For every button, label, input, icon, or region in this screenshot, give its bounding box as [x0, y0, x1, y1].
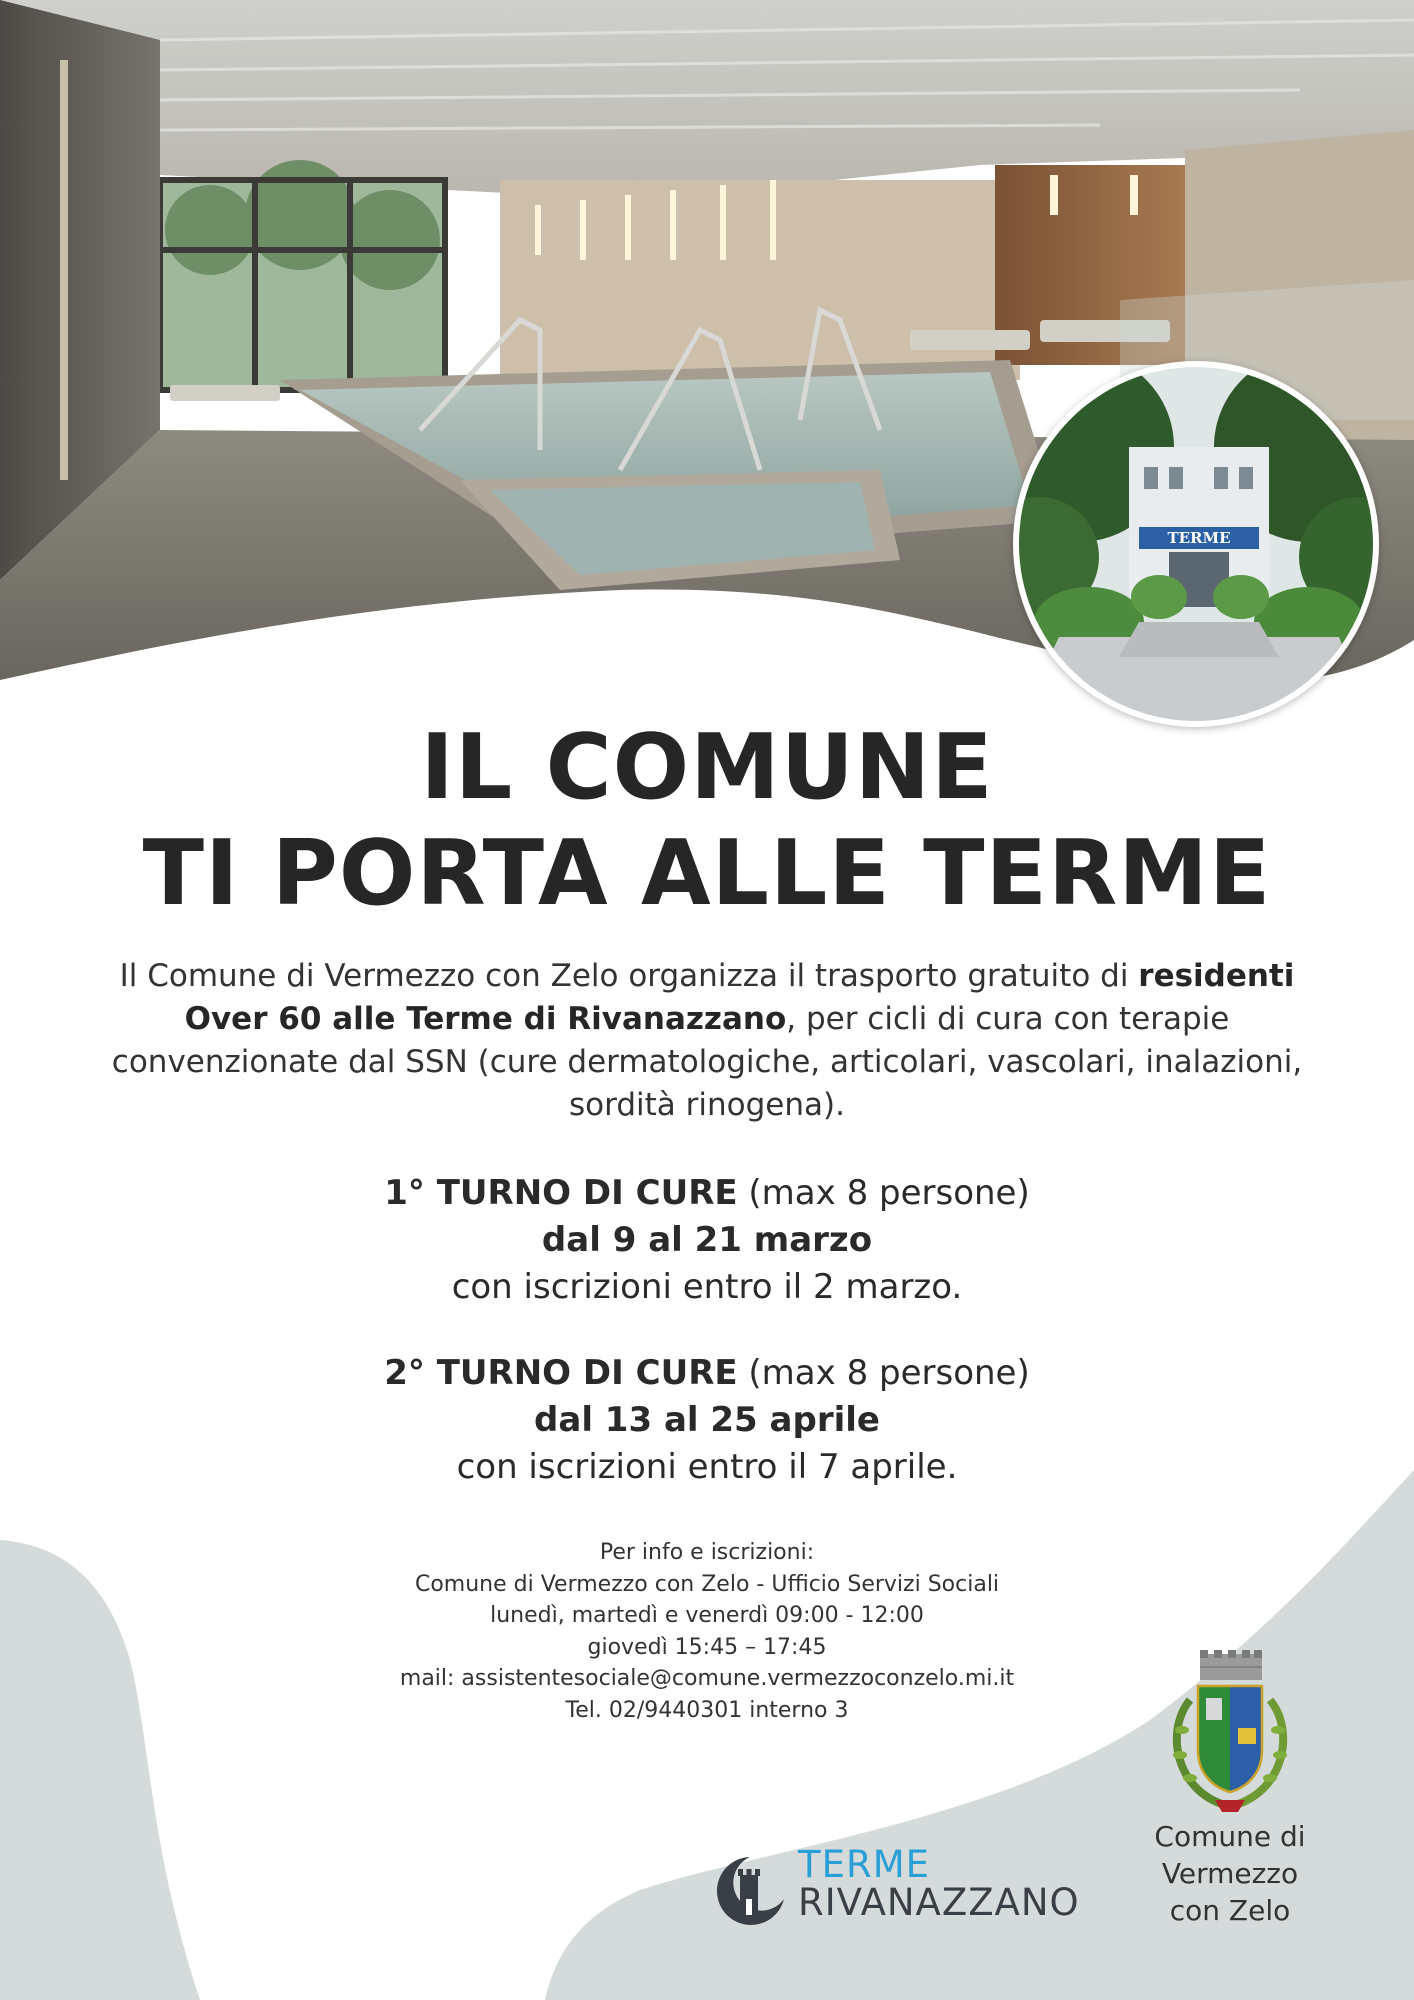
comune-name-line-3: con Zelo — [1169, 1894, 1291, 1927]
terme-building-photo — [1013, 361, 1379, 727]
info-heading: Per info e iscrizioni: — [599, 1540, 815, 1565]
info-hours-1: lunedì, martedì e venerdì 09:00 - 12:00 — [490, 1603, 924, 1628]
info-office: Comune di Vermezzo con Zelo - Ufficio Servizi Sociali — [414, 1571, 1000, 1597]
info-mail[interactable]: mail: assistentesociale@comune.vermezzoconzelo.mi.it — [399, 1666, 1015, 1691]
intro-bold-text: residenti Over 60 alle Terme di Rivanazzano — [184, 958, 1295, 1037]
info-tel[interactable]: Tel. 02/9440301 interno 3 — [565, 1697, 849, 1723]
terme-sign: TERME — [1167, 529, 1231, 547]
logo-text-terme: TERME — [798, 1843, 930, 1886]
terme-rivanazzano-logo — [710, 1845, 1090, 1925]
turno-block-2 — [0, 1350, 1414, 1491]
info-hours-2: giovedì 15:45 – 17:45 — [587, 1634, 827, 1660]
comune-name — [1110, 1818, 1350, 1929]
turno-dates: dal 13 al 25 aprile — [534, 1400, 880, 1440]
comune-name-line-2: Vermezzo — [1161, 1857, 1299, 1890]
comune-crest-icon — [1160, 1650, 1300, 1820]
logo-text-rivanazzano: RIVANAZZANO — [798, 1881, 1080, 1924]
turno-deadline: con iscrizioni entro il 2 marzo. — [451, 1267, 963, 1307]
turno-capacity: (max 8 persone) — [737, 1173, 1030, 1213]
title-line-1: IL COMUNE — [420, 715, 994, 820]
intro-paragraph — [80, 955, 1334, 1127]
turno-capacity: (max 8 persone) — [737, 1353, 1030, 1393]
turno-label: 1° TURNO DI CURE — [384, 1173, 738, 1213]
intro-text-2: , per cicli di cura con terapie convenzionate dal SSN (cure dermatologiche, articolari, vascolari, inalazioni, sordità rinogena). — [111, 1001, 1303, 1123]
turno-deadline: con iscrizioni entro il 7 aprile. — [456, 1447, 958, 1487]
contact-info — [250, 1537, 1164, 1726]
intro-text-1: Il Comune di Vermezzo con Zelo organizza il trasporto gratuito di — [119, 958, 1139, 994]
comune-name-line-1: Comune di — [1154, 1820, 1306, 1853]
crescent-tower-icon — [710, 1851, 790, 1931]
page-title — [0, 715, 1414, 927]
turno-label: 2° TURNO DI CURE — [384, 1353, 738, 1393]
title-line-2: TI PORTA ALLE TERME — [142, 821, 1272, 926]
turno-block-1 — [0, 1170, 1414, 1311]
turno-dates: dal 9 al 21 marzo — [541, 1220, 873, 1260]
